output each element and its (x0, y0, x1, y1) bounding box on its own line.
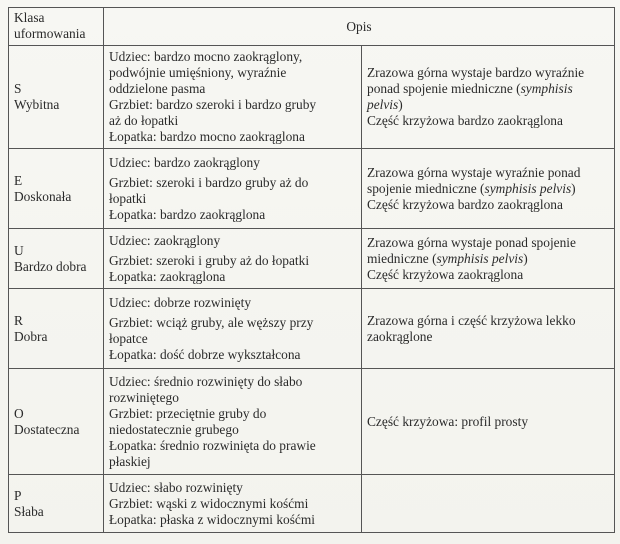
class-code: S (14, 81, 22, 96)
description-cell (104, 46, 362, 149)
class-cell (9, 46, 104, 149)
classification-table (8, 7, 615, 533)
description-line: Łopatka: zaokrąglona (109, 268, 226, 284)
description-line: Grzbiet: bardzo szeroki i bardzo gruby (109, 97, 317, 112)
profile-text: miedniczne ( (367, 250, 437, 266)
table-row (9, 46, 615, 149)
profile-line: zaokrąglone (367, 328, 433, 344)
profile-line: Część krzyżowa bardzo zaokrąglona (367, 113, 563, 128)
class-cell (9, 229, 104, 289)
description-line: Udziec: bardzo zaokrąglony (109, 154, 260, 170)
header-klasa (9, 8, 104, 46)
class-cell (9, 149, 104, 229)
header-klasa-line2: uformowania (14, 26, 86, 41)
description-line: Grzbiet: przeciętnie gruby do (109, 405, 267, 421)
description-line: Grzbiet: wąski z widocznymi kośćmi (109, 495, 309, 511)
table-row (9, 149, 615, 229)
class-cell (9, 369, 104, 475)
description-line: łopatce (109, 330, 148, 346)
description-line: Łopatka: płaska z widocznymi kośćmi (109, 511, 316, 527)
description-line: Łopatka: dość dobrze wykształcona (109, 346, 301, 362)
profile-line: Zrazowa górna i część krzyżowa lekko (367, 312, 576, 328)
description-cell (104, 149, 362, 229)
description-line: rozwiniętego (109, 389, 179, 405)
profile-latin-term: symphisis pelvis (436, 250, 524, 266)
profile-line (367, 81, 609, 97)
profile-text: ) (571, 180, 576, 196)
class-name: Doskonała (14, 188, 72, 204)
class-cell (9, 289, 104, 369)
description-line: oddzielone pasma (109, 81, 206, 96)
profile-latin-term: symphisis (520, 81, 573, 96)
profile-cell (362, 289, 615, 369)
description-cell (104, 229, 362, 289)
profile-text: ponad spojenie miedniczne ( (367, 81, 521, 96)
description-line: podwójnie umięśniony, wyraźnie (109, 65, 287, 80)
description-line: Grzbiet: szeroki i gruby aż do łopatki (109, 252, 310, 268)
table-row (9, 289, 615, 369)
description-line: płaskiej (109, 453, 151, 469)
description-line: Łopatka: bardzo mocno zaokrąglona (109, 129, 305, 144)
class-code: P (14, 487, 22, 503)
class-code: U (14, 242, 24, 258)
profile-text: spojenie miedniczne ( (367, 180, 485, 196)
description-line: Grzbiet: wciąż gruby, ale węższy przy (109, 314, 314, 330)
description-line: Grzbiet: szeroki i bardzo gruby aż do (109, 174, 309, 190)
description-line: Udziec: słabo rozwinięty (109, 479, 243, 495)
class-name: Słaba (14, 503, 44, 519)
profile-line (367, 251, 609, 267)
class-code: O (14, 405, 24, 421)
description-cell (104, 369, 362, 475)
profile-line: Zrazowa górna wystaje bardzo wyraźnie (367, 65, 585, 80)
description-line: Udziec: zaokrąglony (109, 232, 221, 248)
description-line: Łopatka: bardzo zaokrąglona (109, 206, 266, 222)
table-row (9, 229, 615, 289)
profile-line (367, 181, 609, 197)
description-cell (104, 289, 362, 369)
profile-line: Część krzyżowa: profil prosty (367, 413, 529, 429)
description-line: niedostatecznie grubego (109, 421, 239, 437)
class-cell (9, 475, 104, 533)
class-name: Dostateczna (14, 421, 80, 437)
description-line: Udziec: dobrze rozwinięty (109, 294, 252, 310)
profile-latin-term: pelvis (367, 97, 399, 112)
table-row (9, 475, 615, 533)
class-name: Dobra (14, 328, 48, 344)
header-klasa-line1: Klasa (14, 10, 45, 25)
profile-cell (362, 46, 615, 149)
description-line: aż do łopatki (109, 113, 179, 128)
profile-line: Zrazowa górna wystaje ponad spojenie (367, 234, 576, 250)
class-name: Bardzo dobra (14, 258, 87, 274)
class-code: R (14, 312, 23, 328)
profile-line (367, 97, 609, 113)
profile-cell (362, 229, 615, 289)
header-opis: Opis (104, 8, 615, 46)
profile-cell (362, 369, 615, 475)
description-line: łopatki (109, 190, 147, 206)
profile-line: Część krzyżowa bardzo zaokrąglona (367, 196, 563, 212)
description-cell (104, 475, 362, 533)
profile-text: ) (398, 97, 403, 112)
profile-text: ) (523, 250, 528, 266)
profile-latin-term: symphisis pelvis (484, 180, 572, 196)
profile-cell-empty (362, 475, 615, 533)
description-line: Udziec: bardzo mocno zaokrąglony, (109, 49, 303, 64)
table-header-row (9, 8, 615, 46)
class-code: E (14, 172, 23, 188)
description-line: Udziec: średnio rozwinięty do słabo (109, 373, 303, 389)
profile-line: Część krzyżowa zaokrąglona (367, 266, 524, 282)
description-line: Łopatka: średnio rozwinięta do prawie (109, 437, 316, 453)
profile-cell (362, 149, 615, 229)
table-row (9, 369, 615, 475)
class-name: Wybitna (14, 97, 60, 112)
profile-line: Zrazowa górna wystaje wyraźnie ponad (367, 164, 581, 180)
